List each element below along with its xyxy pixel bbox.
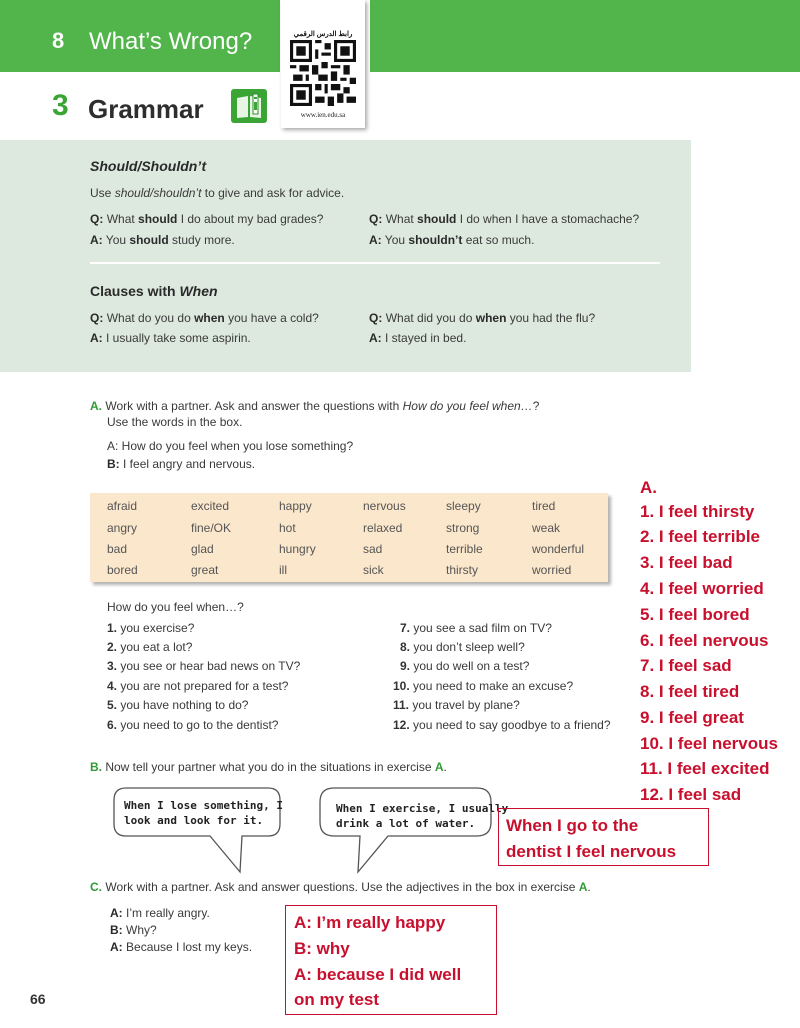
word-box (90, 493, 608, 582)
dialogue-line: A: I’m really angry. (110, 906, 210, 920)
questions-heading: How do you feel when…? (107, 600, 244, 614)
question-item: 8. you don’t sleep well? (400, 640, 525, 654)
bubble-1-line2: look and look for it. (124, 814, 264, 827)
grammar-divider (90, 262, 660, 264)
qr-code-icon (290, 40, 356, 106)
answer-line: 4. I feel worried (640, 579, 764, 598)
word: wonderful (532, 542, 585, 556)
word: strong (446, 521, 480, 535)
when-left-answer: A: I usually take some aspirin. (90, 331, 251, 345)
section-title: Grammar (88, 94, 204, 124)
word: worried (532, 563, 572, 577)
dialogue-line: B: Why? (110, 923, 157, 937)
word: terrible (446, 542, 483, 556)
qr-card[interactable] (281, 0, 365, 128)
word: hot (279, 521, 296, 535)
answer-line: 5. I feel bored (640, 605, 750, 624)
should-left-question: Q: What should I do about my bad grades? (90, 212, 324, 226)
answer-line: 12. I feel sad (640, 785, 742, 804)
word: bored (107, 563, 138, 577)
answer-line: 2. I feel terrible (640, 527, 760, 546)
should-heading: Should/Shouldn’t (90, 158, 207, 174)
unit-number: 8 (52, 28, 65, 53)
word: relaxed (363, 521, 403, 535)
question-item: 10. you need to make an excuse? (393, 679, 574, 693)
exercise-a-instruction-line2: Use the words in the box. (107, 415, 243, 429)
answer-line: 8. I feel tired (640, 682, 740, 701)
word: afraid (107, 499, 138, 513)
word: glad (191, 542, 214, 556)
exercise-c-instruction: C. Work with a partner. Ask and answer questions. Use the adjectives in the box in exercise A. (90, 880, 591, 894)
exercise-a-instruction: A. Work with a partner. Ask and answer the questions with How do you feel when…? (90, 399, 540, 413)
exercise-b-instruction: B. Now tell your partner what you do in the situations in exercise A. (90, 760, 447, 774)
question-item: 12. you need to say goodbye to a friend? (393, 718, 611, 732)
answer-line: 9. I feel great (640, 708, 744, 727)
unit-title: What’s Wrong? (89, 28, 253, 55)
exercise-a-example-b: B: I feel angry and nervous. (107, 457, 256, 471)
question-item: 4. you are not prepared for a test? (107, 679, 289, 693)
word: thirsty (446, 563, 479, 577)
bubble-2-line1: When I exercise, I usually (336, 802, 509, 815)
section-number: 3 (52, 89, 69, 122)
bubble-1-line1: When I lose something, I (124, 799, 283, 812)
answer-line: 10. I feel nervous (640, 734, 778, 753)
c-answer-line: B: why (294, 939, 350, 958)
question-item: 3. you see or hear bad news on TV? (107, 659, 301, 673)
answer-line: 7. I feel sad (640, 656, 732, 675)
b-answer-line: When I go to the (506, 816, 639, 835)
c-answer-line: A: I’m really happy (294, 913, 446, 932)
word: great (191, 563, 219, 577)
word: angry (107, 521, 138, 535)
word: nervous (363, 499, 406, 513)
should-intro: Use should/shouldn’t to give and ask for advice. (90, 186, 345, 200)
should-right-question: Q: What should I do when I have a stomachache? (369, 212, 640, 226)
when-heading: Clauses with When (90, 283, 218, 299)
word: ill (279, 563, 287, 577)
word: fine/OK (191, 521, 232, 535)
word: happy (279, 499, 312, 513)
c-answer-line: on my test (294, 990, 380, 1009)
bubble-2-line2: drink a lot of water. (336, 817, 476, 830)
page-number: 66 (30, 991, 46, 1007)
speech-bubble-2 (318, 786, 493, 876)
dialogue-line: A: Because I lost my keys. (110, 940, 253, 954)
question-item: 6. you need to go to the dentist? (107, 718, 279, 732)
word: sad (363, 542, 383, 556)
word: weak (532, 521, 561, 535)
c-answer-line: A: because I did well (294, 965, 462, 984)
question-item: 9. you do well on a test? (400, 659, 530, 673)
word: hungry (279, 542, 316, 556)
answer-line: 3. I feel bad (640, 553, 733, 572)
qr-caption: رابط الدرس الرقمي (293, 31, 353, 38)
word: sleepy (446, 499, 481, 513)
qr-url: www.ien.edu.sa (300, 111, 346, 119)
word: excited (191, 499, 230, 513)
when-right-question: Q: What did you do when you had the flu? (369, 311, 596, 325)
question-item: 2. you eat a lot? (107, 640, 193, 654)
when-right-answer: A: I stayed in bed. (369, 331, 467, 345)
answers-title: A. (640, 478, 657, 497)
answer-line: 11. I feel excited (640, 759, 770, 778)
when-left-question: Q: What do you do when you have a cold? (90, 311, 319, 325)
answer-line: 6. I feel nervous (640, 631, 769, 650)
b-answer-line: dentist I feel nervous (506, 842, 677, 861)
answer-line: 1. I feel thirsty (640, 502, 755, 521)
question-item: 1. you exercise? (107, 621, 195, 635)
header-band-right (370, 0, 800, 72)
question-item: 5. you have nothing to do? (107, 698, 249, 712)
exercise-a-example-a: A: How do you feel when you lose something? (107, 439, 354, 453)
question-item: 11. you travel by plane? (393, 698, 520, 712)
question-item: 7. you see a sad film on TV? (400, 621, 552, 635)
should-left-answer: A: You should study more. (90, 233, 235, 247)
book-icon (231, 89, 267, 123)
word: bad (107, 542, 128, 556)
word: sick (363, 563, 384, 577)
should-right-answer: A: You shouldn’t eat so much. (369, 233, 535, 247)
word: tired (532, 499, 556, 513)
